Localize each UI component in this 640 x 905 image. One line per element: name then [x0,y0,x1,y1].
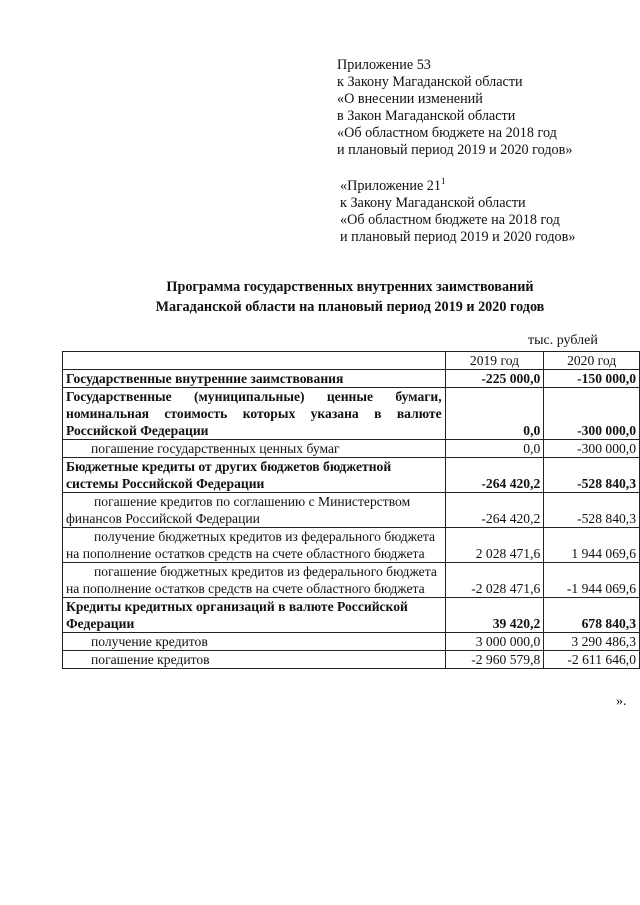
table-row [63,440,640,458]
appendix-line: «Об областном бюджете на 2018 год [340,212,560,228]
table-row [63,493,640,528]
appendix-21-header [340,178,575,246]
row-2020-value: -1 944 069,6 [544,563,640,598]
appendix-line: «Об областном бюджете на 2018 год [337,125,557,141]
appendix-line: «О внесении изменений [337,91,483,107]
appendix-line: к Закону Магаданской области [340,195,526,211]
row-2019-value: 39 420,2 [445,598,544,633]
row-2019-value: -225 000,0 [445,370,544,388]
row-name: погашение государственных ценных бумаг [63,440,446,458]
table-row [63,633,640,651]
header-2020: 2020 год [544,352,640,370]
appendix-line: Приложение 53 [337,57,431,73]
appendix-line: к Закону Магаданской области [337,74,523,90]
row-name: Бюджетные кредиты от других бюджетов бюджетной системы Российской Федерации [63,458,446,493]
units-label: тыс. рублей [528,333,598,348]
row-2020-value: -150 000,0 [544,370,640,388]
row-2019-value: -264 420,2 [445,458,544,493]
row-2020-value: -528 840,3 [544,458,640,493]
row-2019-value: -2 960 579,8 [445,651,544,669]
row-name: Государственные внутренние заимствования [63,370,446,388]
title-line-1: Программа государственных внутренних заимствований [166,279,534,295]
row-2019-value: 0,0 [445,388,544,440]
row-name: получение кредитов [63,633,446,651]
row-2019-value: -264 420,2 [445,493,544,528]
appendix-53-header [337,57,572,159]
table-header-row [63,352,640,370]
row-2019-value: 3 000 000,0 [445,633,544,651]
closing-quote-mark: ». [616,694,627,709]
appendix-line: в Закон Магаданской области [337,108,516,124]
title-line-2: Магаданской области на плановый период 2019 и 2020 годов [155,299,545,315]
row-name: погашение бюджетных кредитов из федерального бюджета на пополнение остатков средств на счете областного бюджета [63,563,446,598]
appendix-title: «Приложение 21 [340,178,441,194]
header-2019: 2019 год [445,352,544,370]
row-name: получение бюджетных кредитов из федерального бюджета на пополнение остатков средств на счете областного бюджета [63,528,446,563]
row-name: Кредиты кредитных организаций в валюте Российской Федерации [63,598,446,633]
table-row [63,563,640,598]
table-row [63,528,640,563]
appendix-line: и плановый период 2019 и 2020 годов» [340,229,576,245]
row-2020-value: 3 290 486,3 [544,633,640,651]
table-row [63,370,640,388]
row-2019-value: 2 028 471,6 [445,528,544,563]
row-2019-value: -2 028 471,6 [445,563,544,598]
row-2020-value: 678 840,3 [544,598,640,633]
row-name: Государственные (муниципальные) ценные бумаги, номинальная стоимость которых указана в валюте Российской Федерации [63,388,446,440]
row-2019-value: 0,0 [445,440,544,458]
appendix-superscript: 1 [440,176,446,186]
appendix-line: и плановый период 2019 и 2020 годов» [337,142,573,158]
header-name-cell [63,352,446,370]
row-2020-value: 1 944 069,6 [544,528,640,563]
document-title [60,277,640,317]
row-name: погашение кредитов [63,651,446,669]
borrowing-program-table [62,351,640,669]
row-2020-value: -300 000,0 [544,440,640,458]
row-2020-value: -300 000,0 [544,388,640,440]
row-2020-value: -528 840,3 [544,493,640,528]
appendix-title-line [340,178,575,195]
row-name: погашение кредитов по соглашению с Министерством финансов Российской Федерации [63,493,446,528]
row-2020-value: -2 611 646,0 [544,651,640,669]
table-row [63,598,640,633]
table-row [63,458,640,493]
table-row [63,388,640,440]
table-row [63,651,640,669]
